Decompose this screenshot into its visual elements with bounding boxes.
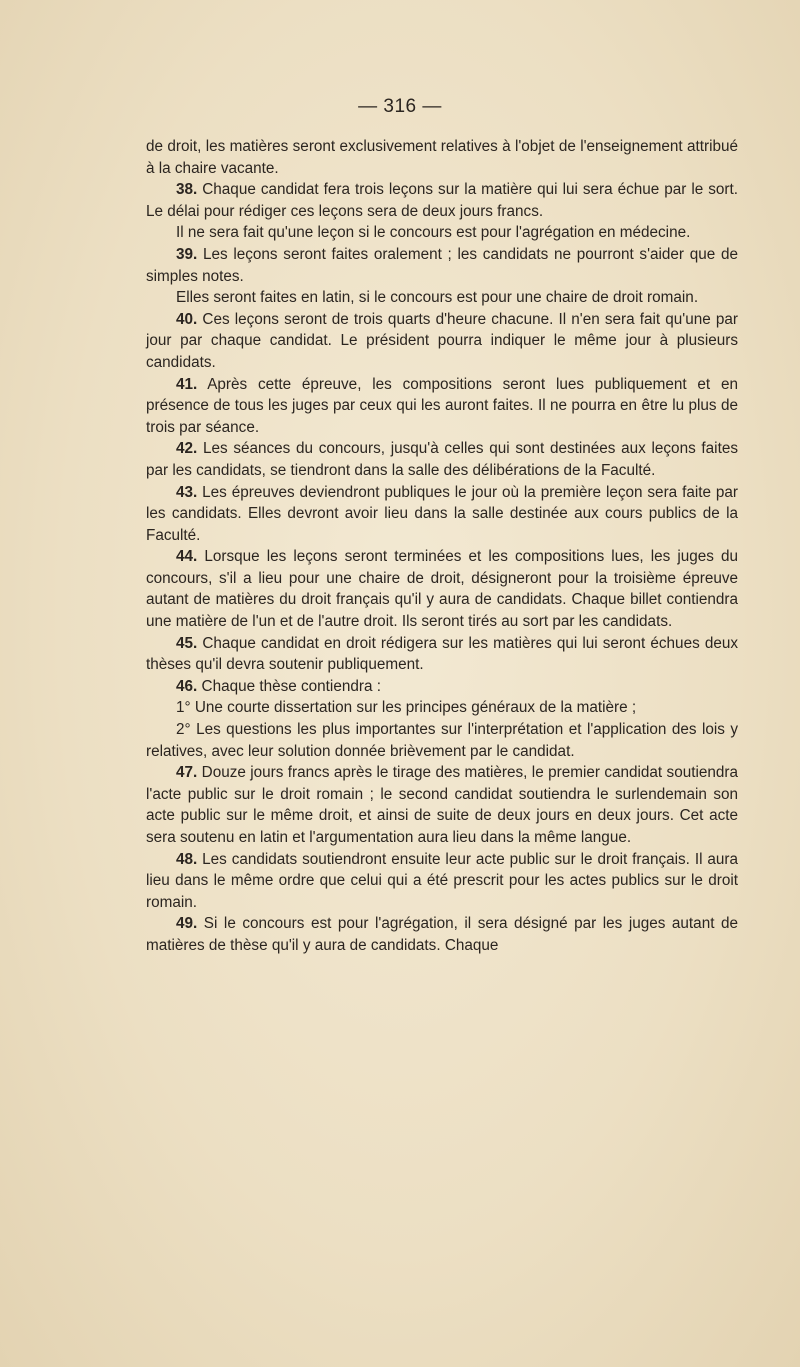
article-42 <box>146 438 738 481</box>
page-number: — 316 — <box>358 96 442 117</box>
paragraph-text: Lorsque les leçons seront terminées et les compositions lues, les juges du concours, s'il a lieu pour une chaire de droit, désigneront pour la troisième épreuve autant de matières du droit français qu'il y aura de candidats. Chaque billet contiendra une matière de l'un et de l'autre droit. Ils seront tirés au sort par les candidats. <box>146 548 738 631</box>
article-47 <box>146 762 738 848</box>
article-number: 43. <box>176 483 198 501</box>
paragraph-text: Les candidats soutiendront ensuite leur acte public sur le droit français. Il aura lieu dans le même ordre que celui qui a été prescrit pour les actes publics sur le droit romain. <box>146 850 738 911</box>
article-45 <box>146 633 738 676</box>
paragraph-text: 1° Une courte dissertation sur les principes généraux de la matière ; <box>176 699 637 717</box>
paragraph-text: Les séances du concours, jusqu'à celles qui sont destinées aux leçons faites par les candidats, se tiendront dans la salle des délibérations de la Faculté. <box>146 440 738 479</box>
article-number: 49. <box>176 915 198 933</box>
paragraph-text: Chaque candidat fera trois leçons sur la matière qui lui sera échue par le sort. Le délai pour rédiger ces leçons sera de deux jours francs. <box>146 181 738 220</box>
article-number: 39. <box>176 245 198 263</box>
paragraph <box>146 222 738 244</box>
paragraph-text: Après cette épreuve, les compositions seront lues publiquement et en présence de tous les juges par ceux qui les auront faites. Il ne pourra en être lu plus de trois par séance. <box>146 375 738 436</box>
article-number: 45. <box>176 634 198 652</box>
paragraph-text: Chaque candidat en droit rédigera sur les matières qui lui seront échues deux thèses qu'il devra soutenir publiquement. <box>146 634 738 674</box>
article-39 <box>146 244 738 287</box>
list-item-2 <box>146 719 738 762</box>
article-number: 48. <box>176 850 198 868</box>
article-38 <box>146 179 738 222</box>
paragraph-text: de droit, les matières seront exclusivement relatives à l'objet de l'enseignement attribué à la chaire vacante. <box>146 138 738 177</box>
article-number: 40. <box>176 310 198 328</box>
article-number: 38. <box>176 181 198 199</box>
document-body <box>146 136 738 957</box>
paragraph-text: Chaque thèse contiendra : <box>197 677 381 695</box>
paragraph-text: Ces leçons seront de trois quarts d'heure chacune. Il n'en sera fait qu'une par jour par chaque candidat. Le président pourra indiquer le même jour à plusieurs candidats. <box>146 310 738 371</box>
article-number: 42. <box>176 440 198 458</box>
article-46 <box>146 676 738 698</box>
article-40 <box>146 309 738 374</box>
article-44 <box>146 546 738 632</box>
list-item-1 <box>146 697 738 719</box>
paragraph-text: Si le concours est pour l'agrégation, il sera désigné par les juges autant de matières de thèse qu'il y aura de candidats. Chaque <box>146 915 738 954</box>
paragraph-text: 2° Les questions les plus importantes sur l'interprétation et l'application des lois y relatives, avec leur solution donnée brièvement par le candidat. <box>146 721 738 760</box>
article-number: 47. <box>176 764 198 782</box>
article-48 <box>146 849 738 914</box>
paragraph-continuation <box>146 136 738 179</box>
paragraph <box>146 287 738 309</box>
paragraph-text: Les leçons seront faites oralement ; les candidats ne pourront s'aider que de simples notes. <box>146 245 738 285</box>
paragraph-text: Elles seront faites en latin, si le concours est pour une chaire de droit romain. <box>176 289 699 307</box>
article-number: 46. <box>176 677 198 695</box>
paragraph-text: Douze jours francs après le tirage des matières, le premier candidat soutiendra l'acte public sur le droit romain ; le second candidat soutiendra le surlendemain son acte public sur le même droit, et ainsi de suite de deux jours en deux jours. Cet acte sera soutenu en latin et l'argumentation aura lieu dans la même langue. <box>146 764 738 846</box>
article-number: 41. <box>176 375 198 393</box>
article-49 <box>146 913 738 956</box>
paragraph-text: Les épreuves deviendront publiques le jour où la première leçon sera faite par les candidats. Elles devront avoir lieu dans la salle destinée aux cours publics de la Faculté. <box>146 483 738 544</box>
article-43 <box>146 482 738 547</box>
article-number: 44. <box>176 548 198 566</box>
article-41 <box>146 374 738 439</box>
paragraph-text: Il ne sera fait qu'une leçon si le concours est pour l'agrégation en médecine. <box>176 224 691 242</box>
